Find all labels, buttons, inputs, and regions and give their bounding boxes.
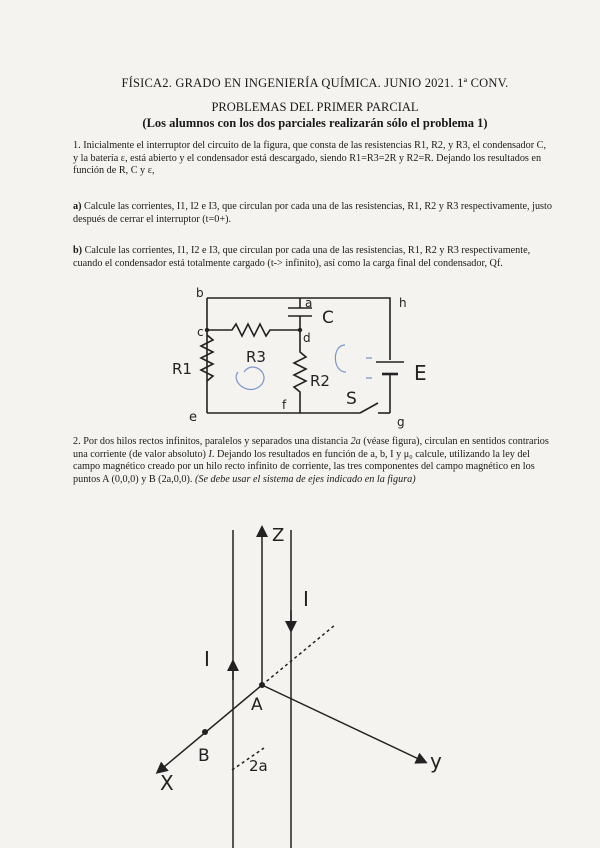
point-A-label: A	[251, 695, 263, 715]
guide-dashed-line	[262, 625, 335, 685]
problem2-text3: . Dejando los resultados en función de a, b, I y μ₀ calcule, utilizando la ley del campo magnético creado por un hilo recto infinito de corriente, las tres componentes del campo magnético en los puntos A (0,0,0) y B (2a,0,0).	[73, 448, 535, 485]
problem2-text1: Por dos hilos rectos infinitos, paralelos y separados una distancia	[83, 436, 351, 447]
node-f-label: f	[282, 398, 287, 412]
part-b-label: b)	[73, 245, 83, 256]
point-B-dot	[202, 729, 208, 735]
part-a-text: Calcule las corrientes, I1, I2 e I3, que circulan por cada una de las resistencias, R1, R2 y R3 respectivamente, justo después de cerrar el interruptor (t=0+).	[73, 201, 552, 225]
x-axis-label: X	[160, 771, 174, 795]
node-c-label: c	[197, 325, 204, 339]
current-right-label: I	[303, 587, 309, 611]
problem2-note: (Se debe usar el sistema de ejes indicado en la figura)	[194, 473, 416, 485]
switch-label: S	[346, 389, 357, 409]
node-b-label: b	[196, 286, 204, 300]
R1-label: R1	[172, 360, 192, 378]
point-B-label: B	[198, 746, 210, 766]
problem1-number: 1.	[73, 140, 81, 151]
node-d-label: d	[303, 331, 311, 345]
node-e-label: e	[189, 410, 197, 425]
problem2-distance: 2a	[350, 436, 361, 447]
exam-subtitle: PROBLEMAS DEL PRIMER PARCIAL	[211, 100, 419, 114]
R2-label: R2	[310, 372, 330, 390]
problem1-intro-text: Inicialmente el interruptor del circuito de la figura, que consta de las resistencias R1, R2, y R3, el condensador C, y la batería ε, está abierto y el condensador está descargado, siendo R1=R3=2R y R2=R. Dejando los resultados en función de R, C y ε,	[73, 140, 547, 177]
problem2-current: I	[208, 448, 212, 460]
node-a-label: a	[305, 296, 313, 310]
part-a-label: a)	[73, 201, 82, 212]
node-g-label: g	[397, 415, 405, 429]
problem2-number: 2.	[73, 436, 81, 447]
separation-label: 2a	[249, 757, 268, 775]
point-A-dot	[259, 682, 265, 688]
y-axis-label: y	[430, 749, 442, 773]
R3-label: R3	[246, 348, 266, 366]
exam-header: FÍSICA2. GRADO EN INGENIERÍA QUÍMICA. JUNIO 2021. 1ª CONV.	[121, 76, 509, 90]
y-axis	[262, 685, 425, 762]
current-left-label: I	[204, 647, 210, 671]
problem2-text2: (véase figura), circulan en sentidos contrarios una corriente (de valor absoluto)	[73, 436, 549, 460]
node-h-label: h	[399, 296, 407, 310]
z-axis-label: Z	[272, 525, 285, 546]
part-b-text: Calcule las corrientes, I1, I2 e I3, que circulan por cada una de las resistencias, R1, R2 y R3 respectivamente, cuando el condensador está totalmente cargado (t-> infinito), así como la carga final del condensador, Qf.	[73, 245, 531, 269]
x-axis	[158, 685, 262, 772]
capacitor-label: C	[322, 308, 334, 328]
battery-label: E	[414, 361, 427, 385]
exam-note: (Los alumnos con los dos parciales realizarán sólo el problema 1)	[142, 116, 488, 130]
